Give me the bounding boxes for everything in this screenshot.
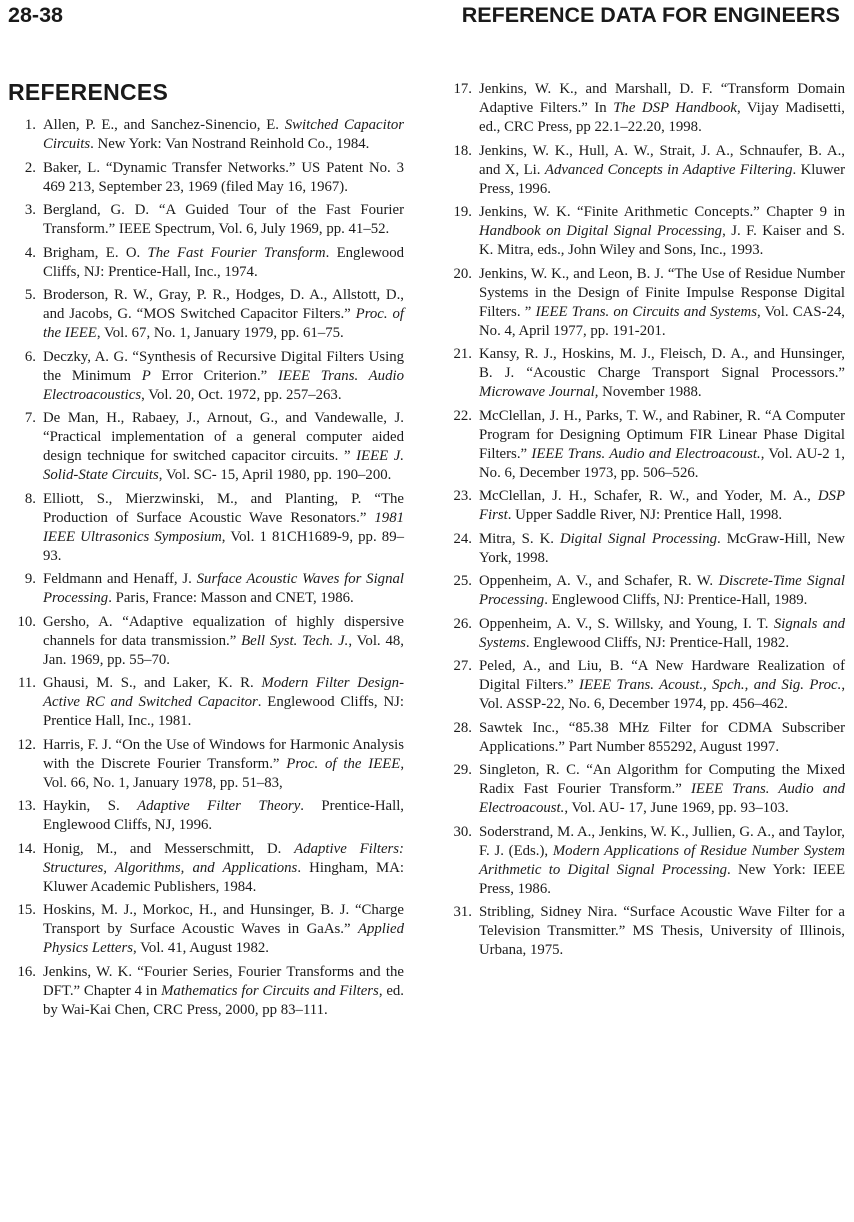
reference-text-segment: Hoskins, M. J., Morkoc, H., and Hunsinger, B. J. “Charge Transport by Surface Acoustic Waves in GaAs.” xyxy=(43,902,404,937)
reference-text xyxy=(479,487,845,525)
reference-number: 7. xyxy=(24,410,36,426)
reference-title-italic: Surface Acoustic Waves for Signal Processing xyxy=(43,571,404,606)
reference-text-segment: . Upper Saddle River, NJ: Prentice Hall, 1998. xyxy=(507,507,783,523)
reference-text-segment: , Vol. 66, No. 1, January 1978, pp. 51–83, xyxy=(43,755,405,791)
reference-text-segment: , November 1988. xyxy=(594,384,702,400)
reference-title-italic: Bell Syst. Tech. J. xyxy=(241,632,349,649)
reference-text-segment: McClellan, J. H., Parks, T. W., and Rabiner, R. “A Computer Program for Designing Optimum FIR Linear Phase Digital Filters.” xyxy=(479,407,845,462)
reference-item xyxy=(445,407,845,483)
reference-text xyxy=(43,963,404,1020)
reference-text-segment: . Prentice-Hall, Englewood Cliffs, NJ, 1996. xyxy=(43,798,405,833)
reference-text-segment: . Englewood Cliffs, NJ: Prentice Hall, Inc., 1981. xyxy=(43,694,404,729)
reference-text xyxy=(479,203,845,260)
reference-title-italic: Proc. of the IEEE xyxy=(43,306,404,341)
reference-title-italic: Digital Signal Processing xyxy=(560,530,718,547)
reference-title-italic: Mathematics for Circuits and Filters xyxy=(161,982,379,999)
reference-text-segment: . New York: IEEE Press, 1986. xyxy=(479,861,845,897)
reference-number: 4. xyxy=(24,244,36,261)
reference-number: 23. xyxy=(453,488,472,504)
reference-text xyxy=(479,142,845,199)
reference-item xyxy=(445,265,845,341)
reference-text-segment: , J. F. Kaiser and S. K. Mitra, eds., John Wiley and Sons, Inc., 1993. xyxy=(479,223,845,258)
reference-item xyxy=(445,823,845,899)
reference-number: 13. xyxy=(17,798,36,814)
reference-text-segment: , Vol. 67, No. 1, January 1979, pp. 61–75. xyxy=(96,325,344,341)
reference-item xyxy=(445,719,845,757)
reference-text xyxy=(479,615,845,653)
reference-title-italic: Adaptive Filter Theory xyxy=(137,798,301,814)
reference-number: 26. xyxy=(453,615,472,632)
reference-item xyxy=(445,487,845,525)
reference-text xyxy=(43,797,404,835)
reference-number: 29. xyxy=(453,762,472,778)
reference-text-segment: Haykin, S. xyxy=(43,798,138,814)
reference-text xyxy=(43,840,404,897)
reference-text-segment: Gersho, A. “Adaptive equalization of highly dispersive channels for data transmission.” xyxy=(43,613,404,649)
reference-number: 5. xyxy=(24,287,36,303)
reference-number: 28. xyxy=(453,719,472,736)
reference-text-segment: Oppenheim, A. V., S. Willsky, and Young, I. T. xyxy=(479,615,774,632)
reference-text-segment: Jenkins, W. K., Hull, A. W., Strait, J. A., Schnaufer, B. A., and X, Li. xyxy=(479,142,845,178)
reference-text-segment: Jenkins, W. K. “Fourier Series, Fourier Transforms and the DFT.” Chapter 4 in xyxy=(43,963,404,999)
reference-text-segment: , Vol. 41, August 1982. xyxy=(133,940,269,956)
reference-text xyxy=(479,719,845,757)
reference-text-segment: . Englewood Cliffs, NJ: Prentice-Hall, 1982. xyxy=(525,634,790,651)
reference-number: 30. xyxy=(453,823,472,840)
reference-number: 20. xyxy=(453,265,472,282)
reference-text-segment: Jenkins, W. K. “Finite Arithmetic Concepts.” Chapter 9 in xyxy=(479,204,845,220)
reference-text-segment: Jenkins, W. K., and Marshall, D. F. “Transform Domain Adaptive Filters.” In xyxy=(479,81,845,116)
page-header xyxy=(8,3,840,33)
reference-text-segment: Elliott, S., Mierzwinski, M., and Planting, P. “The Production of Surface Acoustic Wave Resonators.” xyxy=(43,490,404,526)
reference-number: 22. xyxy=(453,407,472,424)
reference-text xyxy=(479,823,845,899)
reference-text-segment: Brigham, E. O. xyxy=(43,244,148,261)
reference-number: 25. xyxy=(453,573,472,589)
reference-number: 27. xyxy=(453,658,472,674)
reference-text-segment: . McGraw-Hill, New York, 1998. xyxy=(479,530,845,566)
reference-text-segment: Mitra, S. K. xyxy=(479,530,560,547)
reference-number: 11. xyxy=(18,675,36,691)
reference-title-italic: Applied Physics Letters xyxy=(43,921,404,956)
reference-text xyxy=(43,736,404,793)
reference-text-segment: . New York: Van Nostrand Reinhold Co., 1984. xyxy=(90,136,370,152)
reference-item xyxy=(9,244,404,282)
section-title: REFERENCES xyxy=(8,79,169,105)
reference-text-segment: Baker, L. “Dynamic Transfer Networks.” US Patent No. 3 469 213, September 23, 1969 (filed May 16, 1967). xyxy=(43,159,404,195)
reference-text xyxy=(479,761,845,818)
reference-title-italic: IEEE Trans. on Circuits and Systems xyxy=(535,303,757,320)
reference-number: 8. xyxy=(24,490,36,507)
reference-text-segment: , Vol. ASSP-22, No. 6, December 1974, pp. 456–462. xyxy=(479,677,846,712)
reference-item xyxy=(9,963,404,1020)
reference-text xyxy=(43,570,404,608)
reference-title-italic: 1981 IEEE Ultrasonics Symposium xyxy=(43,509,404,545)
reference-number: 24. xyxy=(453,530,472,547)
reference-text xyxy=(43,116,404,154)
reference-title-italic: Discrete-Time Signal Processing xyxy=(479,573,845,608)
reference-title-italic: IEEE Trans. Audio and Electroacoust. xyxy=(479,781,845,816)
reference-item xyxy=(9,613,404,670)
reference-item xyxy=(445,142,845,199)
reference-text-segment: Stribling, Sidney Nira. “Surface Acoustic Wave Filter for a Television Transmitter.” MS Thesis, University of Illinois, Urbana, 1975. xyxy=(479,904,845,958)
reference-number: 31. xyxy=(453,904,472,920)
running-title: REFERENCE DATA FOR ENGINEERS xyxy=(461,3,840,27)
reference-text xyxy=(479,572,845,610)
reference-item xyxy=(9,840,404,897)
reference-text xyxy=(479,265,845,341)
reference-text-segment: Jenkins, W. K., and Leon, B. J. “The Use of Residue Number Systems in the Design of Finite Impulse Response Digital Filters. ” xyxy=(479,265,845,320)
reference-column-left xyxy=(9,116,404,1024)
reference-item xyxy=(445,80,845,137)
reference-text-segment: , ed. by Wai-Kai Chen, CRC Press, 2000, pp 83–111. xyxy=(43,982,404,1018)
reference-text-segment: Harris, F. J. “On the Use of Windows for Harmonic Analysis with the Discrete Fourier Transform.” xyxy=(43,736,404,772)
reference-text xyxy=(479,903,845,960)
reference-text xyxy=(43,348,404,405)
reference-text-segment: , Vol. 20, Oct. 1972, pp. 257–263. xyxy=(141,386,342,403)
reference-text-segment: . Englewood Cliffs, NJ: Prentice-Hall, 1989. xyxy=(544,592,808,608)
reference-text-segment: Feldmann and Henaff, J. xyxy=(43,571,197,587)
reference-item xyxy=(9,159,404,197)
reference-title-italic: IEEE Trans. Acoust., Spch., and Sig. Proc. xyxy=(579,677,842,693)
reference-item xyxy=(9,348,404,405)
reference-text-segment: , Vijay Madisetti, ed., CRC Press, pp 22.1–22.20, 1998. xyxy=(479,100,845,135)
reference-number: 18. xyxy=(453,142,472,159)
reference-text-segment: . Kluwer Press, 1996. xyxy=(479,161,845,197)
reference-text-segment: . Englewood Cliffs, NJ: Prentice-Hall, Inc., 1974. xyxy=(43,244,405,280)
reference-text-segment: Oppenheim, A. V., and Schafer, R. W. xyxy=(479,573,719,589)
reference-title-italic: Proc. of the IEEE xyxy=(286,755,401,772)
reference-number: 17. xyxy=(453,81,472,97)
reference-text xyxy=(43,286,404,343)
reference-text-segment: , Vol. 1 81CH1689-9, pp. 89–93. xyxy=(43,528,404,564)
reference-item xyxy=(445,530,845,568)
reference-item xyxy=(9,409,404,485)
reference-column-right xyxy=(445,80,845,965)
reference-title-italic: Signals and Systems xyxy=(479,615,846,651)
reference-text-segment: Deczky, A. G. “Synthesis of Recursive Digital Filters Using the Minimum xyxy=(43,348,404,384)
reference-text-segment: Honig, M., and Messerschmitt, D. xyxy=(43,840,295,857)
reference-text-segment: Allen, P. E., and Sanchez-Sinencio, E. xyxy=(43,117,285,133)
reference-text xyxy=(479,80,845,137)
reference-text xyxy=(479,530,845,568)
reference-number: 19. xyxy=(453,204,472,220)
reference-number: 12. xyxy=(17,736,36,753)
reference-title-italic: The Fast Fourier Transform xyxy=(147,244,326,261)
reference-number: 9. xyxy=(24,571,36,587)
reference-number: 3. xyxy=(24,202,36,218)
reference-text xyxy=(43,901,404,958)
reference-item xyxy=(9,570,404,608)
reference-item xyxy=(445,657,845,714)
reference-number: 1. xyxy=(24,117,36,133)
reference-item xyxy=(9,490,404,566)
reference-title-italic: Switched Capacitor Circuits xyxy=(43,117,404,152)
reference-number: 21. xyxy=(453,346,472,362)
reference-text-segment: Broderson, R. W., Gray, P. R., Hodges, D. A., Allstott, D., and Jacobs, G. “MOS Switched Capacitor Filters.” xyxy=(43,287,404,322)
reference-title-italic: IEEE Trans. Audio and Electroacoust. xyxy=(531,445,761,462)
reference-text-segment: . Hingham, MA: Kluwer Academic Publishers, 1984. xyxy=(43,859,404,895)
reference-text-segment: McClellan, J. H., Schafer, R. W., and Yoder, M. A., xyxy=(479,488,818,504)
reference-item xyxy=(9,901,404,958)
reference-text xyxy=(43,490,404,566)
reference-text xyxy=(43,244,404,282)
reference-item xyxy=(9,736,404,793)
reference-text xyxy=(479,657,845,714)
reference-item xyxy=(445,615,845,653)
reference-title-italic: Microwave Journal xyxy=(479,384,595,400)
reference-text-segment: , Vol. SC- 15, April 1980, pp. 190–200. xyxy=(158,467,392,483)
reference-text-segment: Sawtek Inc., “85.38 MHz Filter for CDMA Subscriber Applications.” Part Number 855292, August 1997. xyxy=(479,719,845,755)
reference-number: 16. xyxy=(17,963,36,980)
reference-title-italic: Modern Filter Design-Active RC and Switched Capacitor xyxy=(43,675,405,710)
reference-text-segment: Error Criterion.” xyxy=(150,367,278,384)
reference-text xyxy=(43,613,404,670)
reference-text-segment: , Vol. CAS-24, No. 4, April 1977, pp. 191-201. xyxy=(479,303,846,339)
reference-title-italic: Adaptive Filters: Structures, Algorithms, and Applications xyxy=(43,840,404,876)
reference-text xyxy=(479,345,845,402)
reference-item xyxy=(9,201,404,239)
reference-text-segment: Ghausi, M. S., and Laker, K. R. xyxy=(43,675,262,691)
reference-text xyxy=(43,159,404,197)
reference-title-italic: P xyxy=(141,367,151,384)
reference-text-segment: , Vol. AU-2 1, No. 6, December 1973, pp. 506–526. xyxy=(479,445,845,481)
reference-text-segment: Kansy, R. J., Hoskins, M. J., Fleisch, D. A., and Hunsinger, B. J. “Acoustic Charge Transport Signal Processors.” xyxy=(479,346,845,381)
reference-text-segment: Soderstrand, M. A., Jenkins, W. K., Jullien, G. A., and Taylor, F. J. (Eds.), xyxy=(479,823,845,859)
reference-title-italic: IEEE J. Solid-State Circuits xyxy=(43,448,404,483)
reference-text-segment: Bergland, G. D. “A Guided Tour of the Fast Fourier Transform.” IEEE Spectrum, Vol. 6, July 1969, pp. 41–52. xyxy=(43,202,404,237)
reference-item xyxy=(9,674,404,731)
reference-title-italic: DSP First xyxy=(479,488,845,523)
reference-text-segment: , Vol. AU- 17, June 1969, pp. 93–103. xyxy=(564,800,789,816)
reference-number: 15. xyxy=(17,902,36,918)
reference-item xyxy=(445,903,845,960)
reference-text xyxy=(43,674,404,731)
reference-item xyxy=(9,797,404,835)
reference-number: 10. xyxy=(17,613,36,630)
reference-number: 6. xyxy=(24,348,36,365)
page-number: 28-38 xyxy=(8,3,63,27)
reference-title-italic: IEEE Trans. Audio Electroacoustics xyxy=(43,367,404,403)
reference-text-segment: . Paris, France: Masson and CNET, 1986. xyxy=(108,590,354,606)
reference-item xyxy=(445,203,845,260)
reference-title-italic: Handbook on Digital Signal Processing xyxy=(479,223,723,239)
reference-title-italic: Modern Applications of Residue Number System Arithmetic to Digital Signal Processing xyxy=(479,842,845,878)
reference-item xyxy=(9,116,404,154)
reference-item xyxy=(9,286,404,343)
reference-text-segment: , Vol. 48, Jan. 1969, pp. 55–70. xyxy=(43,632,404,668)
reference-text-segment: De Man, H., Rabaey, J., Arnout, G., and Vandewalle, J. “Practical implementation of a general computer aided design technique for switched capacitor circuits. ” xyxy=(43,410,404,464)
reference-title-italic: The DSP Handbook xyxy=(613,100,737,116)
reference-item xyxy=(445,761,845,818)
reference-title-italic: Advanced Concepts in Adaptive Filtering xyxy=(544,161,793,178)
reference-text xyxy=(479,407,845,483)
reference-text-segment: Singleton, R. C. “An Algorithm for Computing the Mixed Radix Fast Fourier Transform.” xyxy=(479,762,845,797)
reference-number: 2. xyxy=(24,159,36,176)
reference-text xyxy=(43,201,404,239)
reference-text-segment: Peled, A., and Liu, B. “A New Hardware Realization of Digital Filters.” xyxy=(479,658,845,693)
reference-number: 14. xyxy=(17,840,36,857)
reference-item xyxy=(445,345,845,402)
reference-item xyxy=(445,572,845,610)
reference-text xyxy=(43,409,404,485)
